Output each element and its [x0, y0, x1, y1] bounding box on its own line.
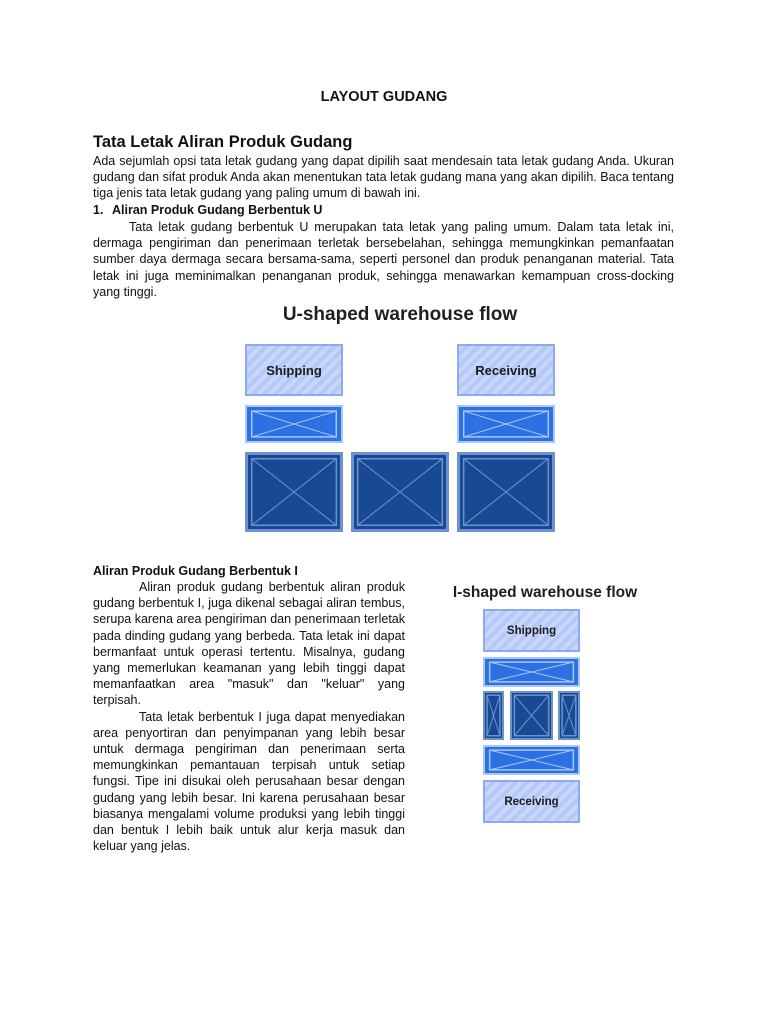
u-storage-middle — [351, 452, 449, 532]
list-number: 1. — [93, 203, 104, 217]
box-cross-icon — [354, 455, 446, 529]
u-storage-left — [245, 452, 343, 532]
i-storage-middle — [510, 691, 553, 740]
u-storage-right — [457, 452, 555, 532]
box-cross-icon — [459, 407, 553, 441]
u-receiving-label: Receiving — [475, 362, 537, 378]
i-storage-left — [483, 691, 504, 740]
i-staging-bottom — [483, 745, 580, 775]
u-shipping-dock — [245, 344, 343, 396]
i-staging-top — [483, 657, 580, 687]
box-cross-icon — [560, 693, 578, 738]
box-cross-icon — [485, 659, 578, 685]
box-cross-icon — [485, 747, 578, 773]
u-staging-left — [245, 405, 343, 443]
box-cross-icon — [248, 455, 340, 529]
i-receiving-label: Receiving — [504, 795, 559, 808]
i-storage-right — [558, 691, 580, 740]
section-heading: Tata Letak Aliran Produk Gudang — [93, 133, 353, 151]
i-diagram-title: I-shaped warehouse flow — [452, 584, 638, 601]
i-shipping-label: Shipping — [506, 624, 557, 637]
list-item-1-heading — [93, 203, 322, 217]
document-title: LAYOUT GUDANG — [320, 89, 448, 105]
u-shipping-label: Shipping — [266, 362, 322, 378]
list-item-1-title: Aliran Produk Gudang Berbentuk U — [112, 203, 323, 217]
i-receiving-dock — [483, 780, 580, 823]
u-staging-right — [457, 405, 555, 443]
u-receiving-dock — [457, 344, 555, 396]
box-cross-icon — [460, 455, 552, 529]
i-flow-paragraph-1: Aliran produk gudang berbentuk aliran produk gudang berbentuk I, juga dikenal sebagai aliran tembus, serupa karena area pengiriman dan penerimaan terletak pada dinding gudang yang berbeda. Tata letak ini dapat bermanfaat untuk operasi tertentu. Misalnya, gudang yang memerlukan keamanan yang lebih tinggi dapat memanfaatkan area "masuk" dan "keluar" yang terpisah. — [93, 580, 405, 708]
box-cross-icon — [485, 693, 502, 738]
u-flow-paragraph: Tata letak gudang berbentuk U merupakan tata letak yang paling umum. Dalam tata letak ini, dermaga pengiriman dan penerimaan terletak bersebelahan, sehingga memungkinkan pemanfaatan sumber daya dermaga secara bersama-sama, seperti personel dan produk penanganan material. Tata letak ini juga meminimalkan penanganan produk, sehingga menawarkan kemampuan cross-docking yang tinggi. — [93, 220, 674, 299]
u-diagram-title: U-shaped warehouse flow — [282, 304, 518, 325]
i-flow-heading: Aliran Produk Gudang Berbentuk I — [93, 564, 298, 578]
i-flow-paragraph-2: Tata letak berbentuk I juga dapat menyediakan area penyortiran dan penyimpanan yang lebih besar untuk dermaga pengiriman dan penerimaan serta memungkinkan pemantauan terpisah untuk setiap fungsi. Tipe ini disukai oleh perusahaan besar dengan gudang yang lebih besar. Ini karena perusahaan besar biasanya mengalami volume produksi yang lebih tinggi dan bentuk I lebih baik untuk alur kerja masuk dan keluar yang jelas. — [93, 709, 405, 854]
box-cross-icon — [247, 407, 341, 441]
box-cross-icon — [512, 693, 551, 738]
i-shipping-dock — [483, 609, 580, 652]
intro-paragraph: Ada sejumlah opsi tata letak gudang yang dapat dipilih saat mendesain tata letak gudang Anda. Ukuran gudang dan sifat produk Anda akan menentukan tata letak gudang mana yang akan dipilih. Baca tentang tiga jenis tata letak gudang yang paling umum di bawah ini. — [93, 154, 674, 201]
i-flow-text-column — [93, 579, 405, 854]
